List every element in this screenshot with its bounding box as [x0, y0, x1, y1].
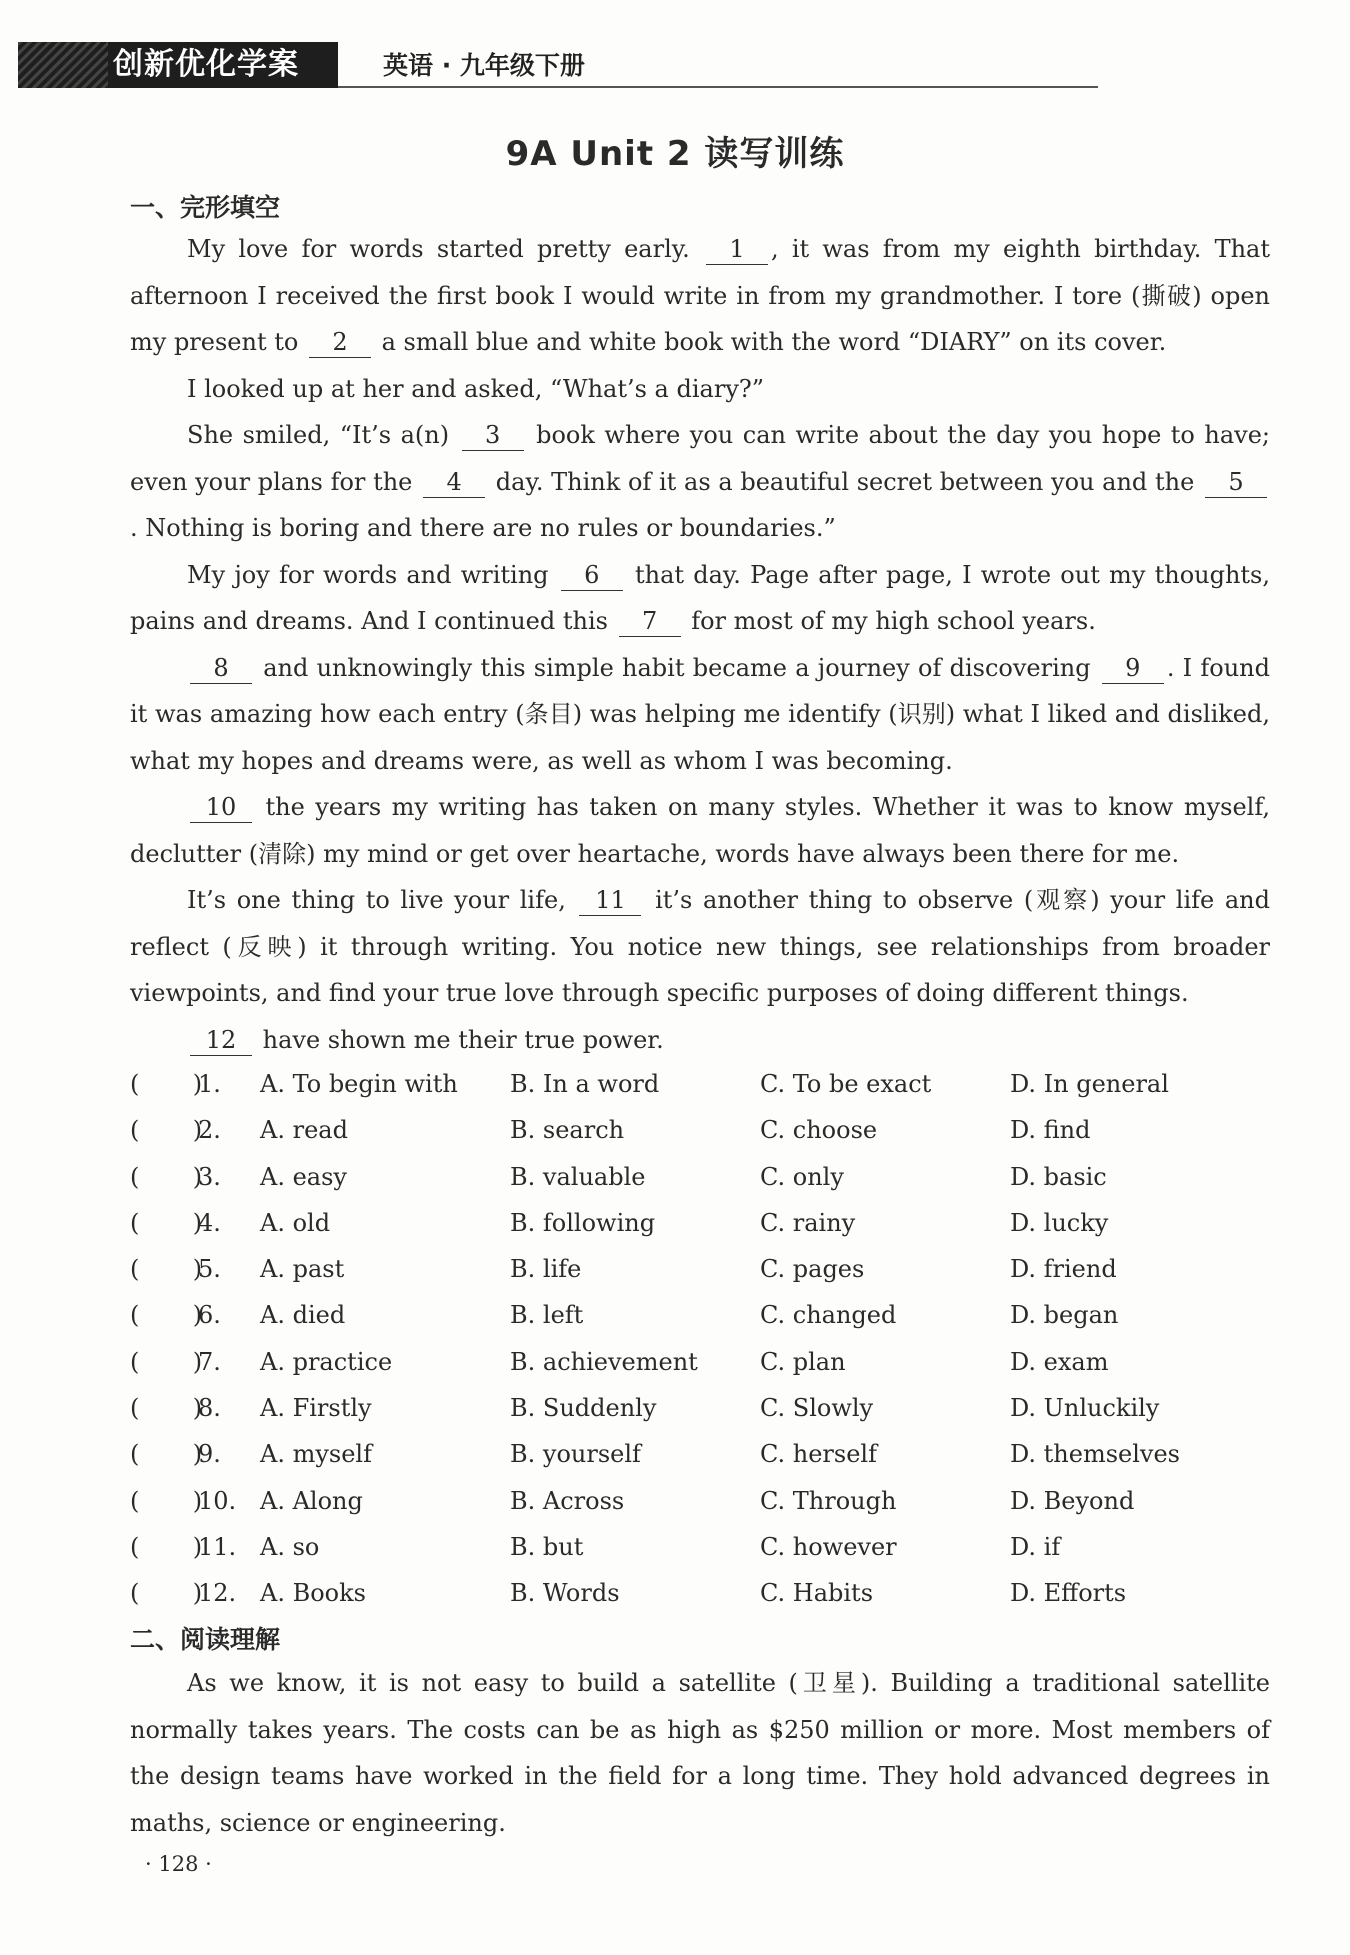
- paragraph-text: the years my writing has taken on many styles. Whether it was to know myself, declutter (清除) my mind or get over heartache, words have always been there for me.: [130, 793, 1270, 868]
- cloze-blank[interactable]: 2: [309, 327, 371, 358]
- option-b: B. valuable: [510, 1162, 646, 1191]
- option-d: D. basic: [1010, 1162, 1107, 1191]
- option-d: D. lucky: [1010, 1208, 1109, 1237]
- cloze-blank[interactable]: 12: [190, 1025, 252, 1056]
- cloze-blank[interactable]: 5: [1205, 467, 1267, 498]
- header-rule: [338, 86, 1098, 88]
- cloze-paragraph: [130, 645, 1270, 785]
- question-number: 10.: [198, 1486, 237, 1515]
- option-c: C. Slowly: [760, 1394, 874, 1423]
- option-d: D. find: [1010, 1116, 1091, 1145]
- option-b: B. In a word: [510, 1070, 660, 1098]
- answer-bracket[interactable]: ( ): [130, 1440, 203, 1469]
- question-row: [130, 1154, 1270, 1200]
- cloze-paragraph: [130, 226, 1270, 366]
- option-a: A. read: [260, 1116, 348, 1145]
- cloze-blank[interactable]: 4: [423, 467, 485, 498]
- cloze-blank[interactable]: 11: [579, 885, 641, 916]
- question-row: [130, 1431, 1270, 1477]
- option-a: A. practice: [260, 1347, 393, 1376]
- option-c: C. rainy: [760, 1208, 856, 1237]
- option-a: A. Along: [260, 1486, 363, 1515]
- paragraph-text: It’s one thing to live your life,: [187, 886, 577, 914]
- option-b: B. search: [510, 1116, 625, 1145]
- option-d: D. themselves: [1010, 1440, 1180, 1469]
- paragraph-text: for most of my high school years.: [683, 607, 1096, 635]
- option-b: B. Words: [510, 1579, 620, 1608]
- question-number: 12.: [198, 1579, 237, 1608]
- answer-bracket[interactable]: ( ): [130, 1070, 203, 1098]
- question-row: [130, 1385, 1270, 1431]
- page-title: 9A Unit 2 读写训练: [505, 134, 845, 174]
- option-b: B. following: [510, 1208, 656, 1237]
- question-row: [130, 1200, 1270, 1246]
- paragraph-text: . Nothing is boring and there are no rules or boundaries.”: [130, 514, 836, 542]
- option-c: C. choose: [760, 1116, 878, 1145]
- answer-bracket[interactable]: ( ): [130, 1394, 203, 1423]
- cloze-blank[interactable]: 9: [1102, 653, 1164, 684]
- answer-bracket[interactable]: ( ): [130, 1347, 203, 1376]
- option-a: A. To begin with: [260, 1070, 458, 1098]
- answer-bracket[interactable]: ( ): [130, 1116, 203, 1145]
- answer-bracket[interactable]: ( ): [130, 1486, 203, 1515]
- option-b: B. Across: [510, 1486, 625, 1515]
- reading-passage: [130, 1660, 1270, 1846]
- question-row: [130, 1107, 1270, 1153]
- brand-logo: 创新优化学案: [18, 42, 338, 88]
- cloze-blank[interactable]: 8: [190, 653, 252, 684]
- cloze-blank[interactable]: 7: [619, 606, 681, 637]
- question-number: 6.: [198, 1301, 221, 1330]
- option-a: A. myself: [260, 1440, 372, 1469]
- option-d: D. Beyond: [1010, 1486, 1135, 1515]
- reading-paragraph: As we know, it is not easy to build a satellite (卫星). Building a traditional satellite normally takes years. The costs can be as high as $250 million or more. Most members of the design teams have worked in the field for a long time. They hold advanced degrees in maths, science or engineering.: [130, 1669, 1270, 1837]
- option-a: A. Books: [260, 1579, 366, 1608]
- question-row: [130, 1292, 1270, 1338]
- question-number: 3.: [198, 1162, 221, 1191]
- paragraph-text: book where you can write about the day you hope to have; even your plans for the: [130, 421, 1270, 496]
- question-row: [130, 1246, 1270, 1292]
- question-number: 4.: [198, 1208, 221, 1237]
- option-d: D. In general: [1010, 1070, 1169, 1098]
- option-b: B. Suddenly: [510, 1394, 657, 1423]
- cloze-blank[interactable]: 1: [706, 234, 768, 265]
- answer-bracket[interactable]: ( ): [130, 1162, 203, 1191]
- question-number: 5.: [198, 1255, 221, 1284]
- option-c: C. plan: [760, 1347, 846, 1376]
- cloze-paragraph: [130, 412, 1270, 552]
- paragraph-text: She smiled, “It’s a(n): [187, 421, 459, 449]
- option-b: B. but: [510, 1532, 584, 1561]
- option-c: C. changed: [760, 1301, 897, 1330]
- option-a: A. old: [260, 1208, 331, 1237]
- paragraph-text: , it was from my eighth birthday. That afternoon I received the first book I would write in from my grandmother. I tore (撕破) open my present to: [130, 235, 1270, 356]
- answer-bracket[interactable]: ( ): [130, 1579, 203, 1608]
- answer-bracket[interactable]: ( ): [130, 1532, 203, 1561]
- option-b: B. life: [510, 1255, 582, 1284]
- cloze-blank[interactable]: 10: [190, 792, 252, 823]
- cloze-passage: [130, 226, 1270, 1063]
- option-c: C. Habits: [760, 1579, 874, 1608]
- cloze-paragraph: [130, 1017, 1270, 1064]
- question-row: [130, 1570, 1270, 1616]
- option-c: C. herself: [760, 1440, 877, 1469]
- option-d: D. friend: [1010, 1255, 1117, 1284]
- option-d: D. Efforts: [1010, 1579, 1127, 1608]
- option-c: C. Through: [760, 1486, 897, 1515]
- question-number: 9.: [198, 1440, 221, 1469]
- option-a: A. died: [260, 1301, 346, 1330]
- subject-label: 英语 · 九年级下册: [383, 51, 585, 80]
- question-number: 2.: [198, 1116, 221, 1145]
- paragraph-text: it’s another thing to observe (观察) your life and reflect (反映) it through writing. You notice new things, see relationships from broader viewpoints, and find your true love through specific purposes of doing different things.: [130, 886, 1271, 1007]
- paragraph-text: . I found it was amazing how each entry (条目) was helping me identify (识别) what I liked and disliked, what my hopes and dreams were, as well as whom I was becoming.: [130, 653, 1270, 775]
- option-c: C. however: [760, 1532, 897, 1561]
- answer-bracket[interactable]: ( ): [130, 1255, 203, 1284]
- cloze-paragraph: [130, 877, 1270, 1017]
- paragraph-text: My love for words started pretty early.: [187, 235, 703, 263]
- section-reading-heading: 二、阅读理解: [130, 1625, 281, 1654]
- cloze-paragraph: [130, 552, 1270, 645]
- paragraph-text: a small blue and white book with the word “DIARY” on its cover.: [373, 328, 1167, 356]
- option-d: D. if: [1010, 1532, 1061, 1561]
- options-list: [130, 1061, 1270, 1617]
- cloze-blank[interactable]: 6: [561, 560, 623, 591]
- paragraph-text: I looked up at her and asked, “What’s a diary?”: [187, 374, 765, 403]
- cloze-paragraph: [130, 784, 1270, 877]
- option-a: A. past: [260, 1255, 345, 1284]
- option-c: C. only: [760, 1162, 844, 1191]
- option-a: A. so: [260, 1532, 320, 1561]
- question-row: [130, 1061, 1270, 1107]
- cloze-blank[interactable]: 3: [462, 420, 524, 451]
- question-number: 1.: [198, 1070, 221, 1098]
- option-b: B. yourself: [510, 1440, 641, 1469]
- answer-bracket[interactable]: ( ): [130, 1208, 203, 1237]
- question-row: [130, 1478, 1270, 1524]
- section-cloze-heading: 一、完形填空: [130, 193, 281, 222]
- option-c: C. pages: [760, 1255, 865, 1284]
- question-number: 8.: [198, 1394, 221, 1423]
- option-a: A. easy: [260, 1162, 347, 1191]
- option-d: D. Unluckily: [1010, 1394, 1160, 1423]
- question-row: [130, 1524, 1270, 1570]
- cloze-paragraph: [130, 366, 1270, 413]
- option-c: C. To be exact: [760, 1070, 932, 1098]
- paragraph-text: that day. Page after page, I wrote out my thoughts, pains and dreams. And I continued this: [130, 560, 1271, 635]
- option-a: A. Firstly: [260, 1394, 372, 1423]
- paragraph-text: have shown me their true power.: [255, 1025, 664, 1054]
- option-d: D. exam: [1010, 1347, 1109, 1376]
- question-number: 11.: [198, 1532, 237, 1561]
- question-row: [130, 1339, 1270, 1385]
- paragraph-text: day. Think of it as a beautiful secret between you and the: [488, 467, 1202, 496]
- option-b: B. achievement: [510, 1347, 698, 1376]
- page-number: · 128 ·: [145, 1852, 212, 1876]
- question-number: 7.: [198, 1347, 221, 1376]
- option-b: B. left: [510, 1301, 584, 1330]
- paragraph-text: My joy for words and writing: [187, 560, 558, 589]
- page-header: [18, 42, 1078, 92]
- option-d: D. began: [1010, 1301, 1119, 1330]
- answer-bracket[interactable]: ( ): [130, 1301, 203, 1330]
- paragraph-text: and unknowingly this simple habit became a journey of discovering: [255, 653, 1099, 682]
